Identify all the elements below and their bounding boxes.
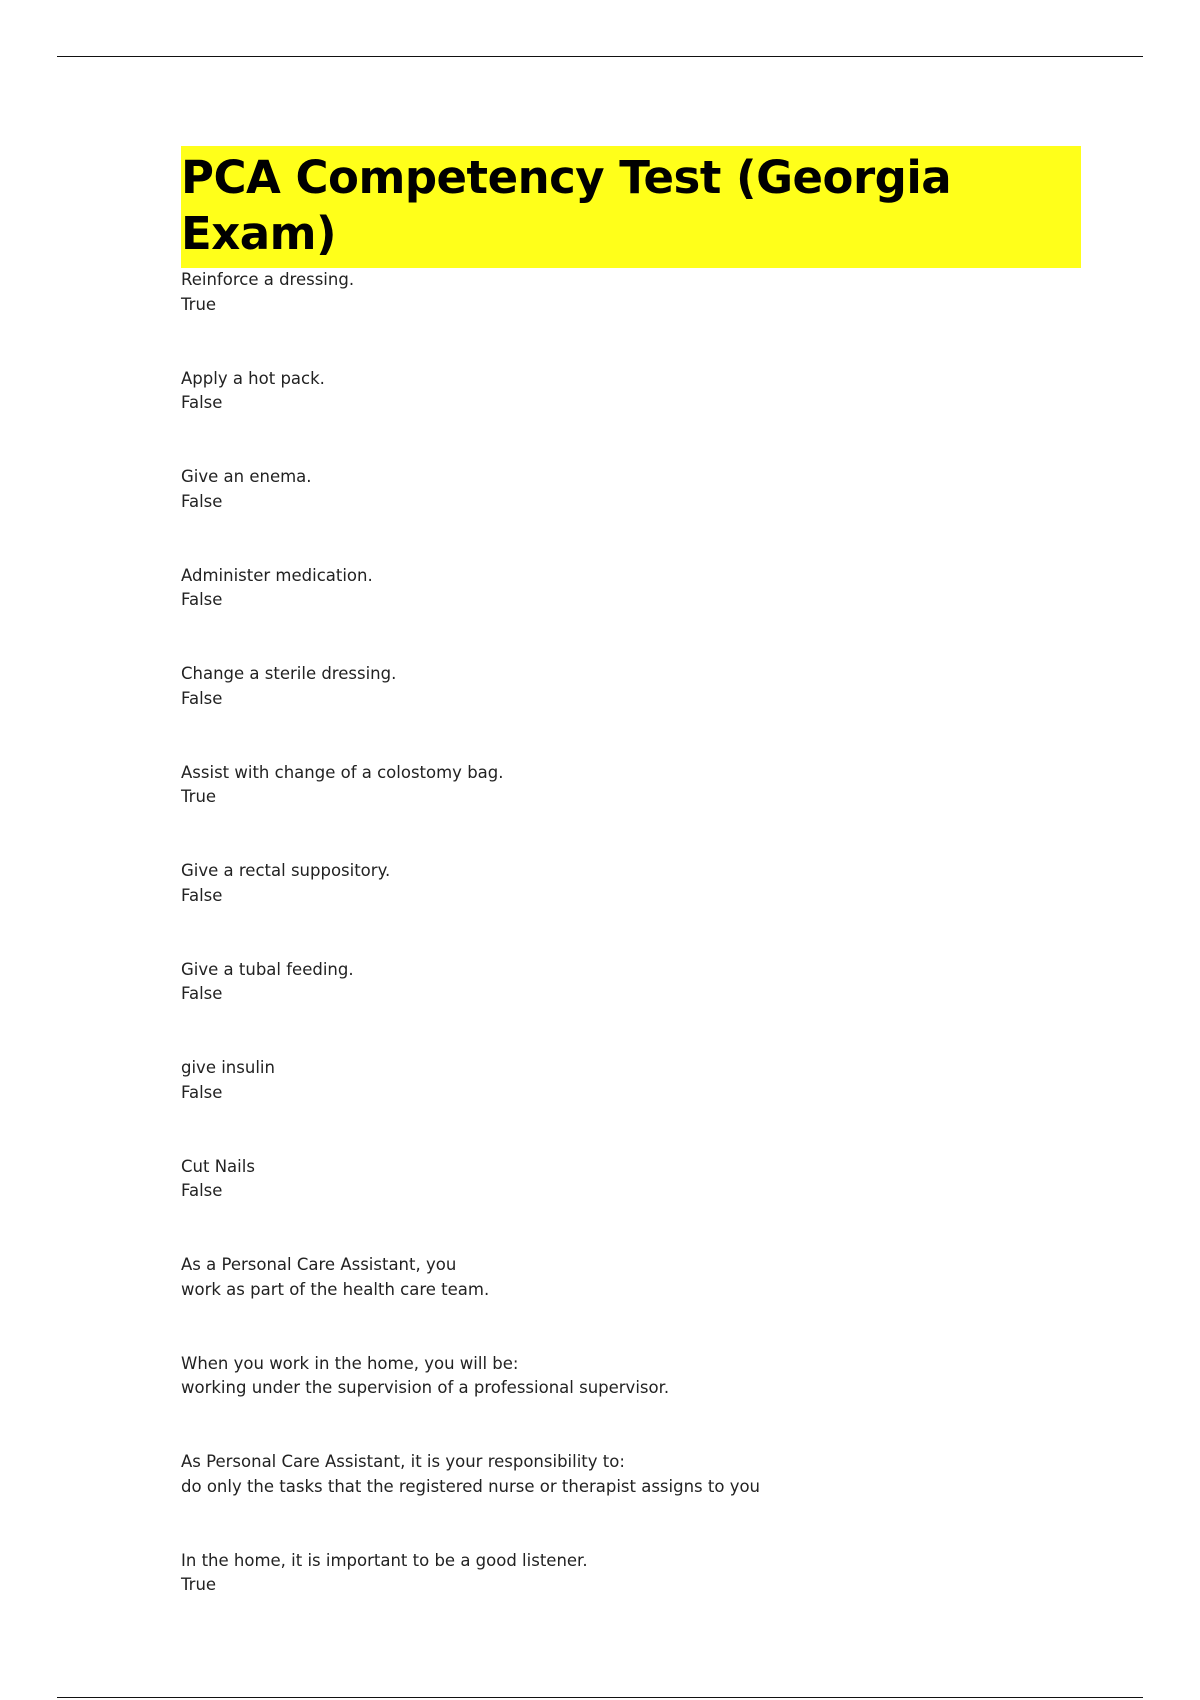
answer-text: False bbox=[181, 590, 223, 609]
question-text: As a Personal Care Assistant, you bbox=[181, 1255, 457, 1274]
question-item bbox=[181, 958, 1081, 1057]
question-text: give insulin bbox=[181, 1058, 275, 1077]
answer-text: False bbox=[181, 688, 223, 708]
answer-text: False bbox=[181, 885, 223, 905]
header-rule bbox=[57, 56, 1143, 57]
question-text: Reinforce a dressing. bbox=[181, 270, 355, 289]
question-item bbox=[181, 367, 1081, 466]
question-text: Give a rectal suppository. bbox=[181, 861, 391, 880]
question-text: Administer medication. bbox=[181, 565, 373, 585]
question-item bbox=[181, 465, 1081, 564]
question-list bbox=[181, 268, 1081, 1647]
answer-text: False bbox=[181, 1082, 223, 1102]
document-body bbox=[181, 146, 1081, 1647]
document-title: PCA Competency Test (Georgia Exam) bbox=[181, 146, 1081, 268]
answer-text: False bbox=[181, 984, 223, 1003]
question-item bbox=[181, 1450, 1081, 1549]
question-item bbox=[181, 268, 1081, 367]
question-item bbox=[181, 662, 1081, 761]
question-text: As Personal Care Assistant, it is your responsibility to: bbox=[181, 1452, 625, 1471]
question-text: In the home, it is important to be a good listener. bbox=[181, 1550, 588, 1570]
answer-text: False bbox=[181, 1181, 223, 1200]
answer-text: do only the tasks that the registered nurse or therapist assigns to you bbox=[181, 1476, 761, 1496]
answer-text: False bbox=[181, 393, 223, 412]
question-item bbox=[181, 859, 1081, 958]
footer-rule bbox=[57, 1697, 1143, 1698]
question-item bbox=[181, 1253, 1081, 1352]
question-item bbox=[181, 761, 1081, 860]
question-item bbox=[181, 564, 1081, 663]
question-item bbox=[181, 1155, 1081, 1254]
question-text: Cut Nails bbox=[181, 1156, 255, 1176]
answer-text: True bbox=[181, 294, 217, 314]
question-item bbox=[181, 1352, 1081, 1451]
question-text: Change a sterile dressing. bbox=[181, 664, 397, 683]
answer-text: working under the supervision of a professional supervisor. bbox=[181, 1378, 670, 1397]
question-item bbox=[181, 1549, 1081, 1648]
question-text: Give a tubal feeding. bbox=[181, 959, 354, 979]
question-text: When you work in the home, you will be: bbox=[181, 1353, 519, 1373]
answer-text: work as part of the health care team. bbox=[181, 1279, 490, 1299]
question-text: Give an enema. bbox=[181, 467, 312, 486]
question-item bbox=[181, 1056, 1081, 1155]
answer-text: False bbox=[181, 491, 223, 511]
answer-text: True bbox=[181, 787, 217, 806]
question-text: Apply a hot pack. bbox=[181, 368, 325, 388]
question-text: Assist with change of a colostomy bag. bbox=[181, 762, 504, 782]
answer-text: True bbox=[181, 1575, 217, 1594]
